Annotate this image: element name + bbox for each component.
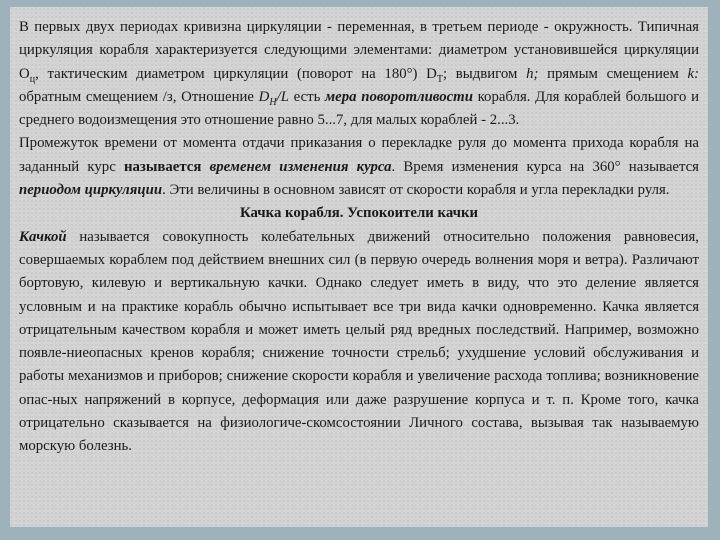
emphasis-term: Качкой <box>19 228 67 245</box>
emphasis-term: мера поворотливости <box>325 88 473 105</box>
text-run: . Время изменения курса на 360° называется <box>391 158 699 175</box>
text-run: корабля. Для кораблей большого и среднего водоизмещения это отношение равно 5...7, для малых кораблей - 2...3. <box>19 88 699 129</box>
italic-term: /L <box>276 88 289 105</box>
bold-term: называется <box>123 158 202 175</box>
text-run: прямым смещением <box>538 65 688 82</box>
italic-term: k: <box>687 65 700 82</box>
subscript: ц <box>29 73 36 85</box>
text-run: . Эти величины в основном зависят от скорости корабля и угла перекладки руля. <box>162 182 670 199</box>
subscript: H <box>269 96 277 108</box>
text-run: обратным смещением /з, Отношение <box>19 88 259 105</box>
paragraph-circulation <box>19 16 699 132</box>
paragraph-course-change <box>19 132 699 202</box>
emphasis-term: временем изменения курса <box>209 158 392 175</box>
section-heading: Качка корабля. Успокоители качки <box>239 205 479 222</box>
text-run: Промежуток времени от момента отдачи приказания о перекладке руля до момента прихода корабля на заданный курс <box>19 135 699 175</box>
document-text <box>19 16 699 459</box>
text-run <box>201 159 209 175</box>
paragraph-rolling <box>19 226 699 459</box>
text-run: есть <box>288 88 326 105</box>
text-run: В первых двух периодах кривизна циркуляции - переменная, в третьем периоде - окружность. Типичная циркуляция корабля характеризуется следующими элементами: диаметром установившейся циркуляции О <box>19 19 699 82</box>
italic-term: D <box>258 88 270 105</box>
text-run: ; выдвигом <box>443 65 527 82</box>
text-run: , тактическим диаметром циркуляции (поворот на 180°) D <box>35 65 437 82</box>
document-page <box>10 7 708 527</box>
italic-term: h; <box>526 65 539 82</box>
emphasis-term: периодом циркуляции <box>19 182 163 199</box>
text-run: называется совокупность колебательных движений относительно положения равновесия, совершаемых кораблем под действием внешних сил (в первую очередь волнения моря и ветра). Различают бортовую, килевую и вертикальную качки. Однако следует иметь в виду, что это деление является условным и на практике корабль обычно испытывает все три вида качки одновременно. Качка является отрицательным качеством корабля и может иметь целый ряд вредных последствий. Например, возможно появле-ниеопасных кренов корабля; снижение точности стрельб; ухудшение условий обслуживания и работы механизмов и приборов; снижение скорости корабля и увеличение расхода топлива; возникновение опас-ных напряжений в корпусе, деформация или даже разрушение корпуса и т. п. Кроме того, качка отрицательно сказывается на физиологиче-скомсостоянии Личного состава, вызывая так называемую морскую болезнь. <box>19 228 699 455</box>
subscript: T <box>436 73 443 85</box>
